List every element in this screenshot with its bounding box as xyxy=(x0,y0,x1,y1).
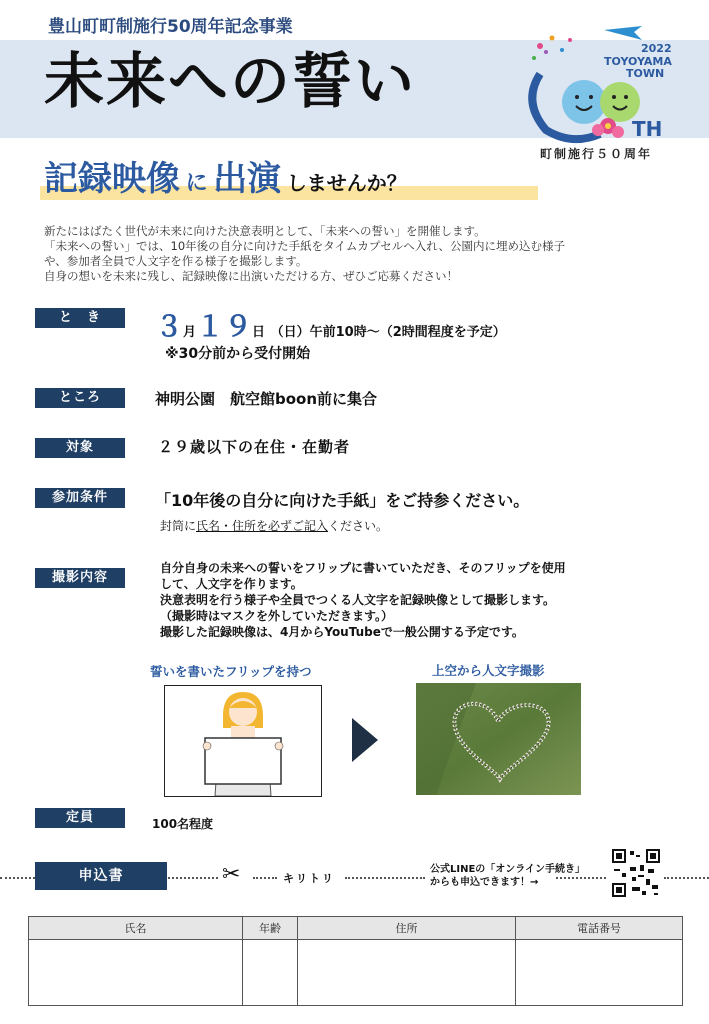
filming-content xyxy=(160,560,670,640)
content-line: して、人文字を作ります。 xyxy=(160,577,303,591)
logo-th: TH xyxy=(632,117,663,141)
event-day-unit: 日 xyxy=(252,325,266,340)
cut-line xyxy=(664,877,709,879)
name-field[interactable] xyxy=(29,940,243,1006)
label-target: 対象 xyxy=(35,438,125,458)
condition-note-underlined: 氏名・住所を必ずご記入 xyxy=(196,519,329,533)
cut-line xyxy=(0,877,35,879)
column-header-name: 氏名 xyxy=(29,917,243,940)
table-header-row xyxy=(29,917,683,940)
condition-text: 「10年後の自分に向けた手紙」をご持参ください。 xyxy=(155,491,530,510)
person-holding-flip-icon xyxy=(165,686,321,796)
online-application-note xyxy=(430,863,585,889)
qr-code-icon[interactable] xyxy=(612,849,660,897)
capacity-value: 100名程度 xyxy=(152,817,214,831)
headline-part1: 記録映像 xyxy=(44,159,180,199)
label-where: ところ xyxy=(35,388,125,408)
column-header-address: 住所 xyxy=(298,917,516,940)
content-line: 決意表明を行う様子や全員でつくる人文字を記録映像として撮影します。 xyxy=(160,593,556,607)
age-field[interactable] xyxy=(243,940,298,1006)
arrow-right-icon xyxy=(352,718,378,762)
headline xyxy=(44,159,407,199)
condition-note-pre: 封筒に xyxy=(160,519,197,533)
phone-field[interactable] xyxy=(516,940,683,1006)
cut-here-label: キリトリ xyxy=(283,872,335,885)
label-condition: 参加条件 xyxy=(35,488,125,508)
address-field[interactable] xyxy=(298,940,516,1006)
event-target: ２９歳以下の在住・在勤者 xyxy=(158,438,351,456)
online-note-line2: からも申込できます！→ xyxy=(430,877,539,888)
event-datetime xyxy=(155,305,506,345)
online-note-line1: 公式LINEの「オンライン手続き」 xyxy=(430,864,585,875)
logo-caption: 町制施行５０周年 xyxy=(540,147,653,161)
page-title: 未来への誓い xyxy=(44,47,416,117)
application-form-table xyxy=(28,916,683,1006)
event-reception-note: ※30分前から受付開始 xyxy=(165,346,311,362)
content-line: 撮影した記録映像は、4月からYouTubeで一般公開する予定です。 xyxy=(160,625,524,639)
table-row xyxy=(29,940,683,1006)
column-header-phone: 電話番号 xyxy=(516,917,683,940)
intro-line: や、参加者全員で人文字を作る様子を撮影します。 xyxy=(44,254,308,268)
label-content: 撮影内容 xyxy=(35,568,125,588)
label-capacity: 定員 xyxy=(35,808,125,828)
aerial-photo xyxy=(416,683,581,795)
scissors-icon: ✂ xyxy=(222,862,241,887)
logo-town-line2: TOWN xyxy=(626,67,665,80)
illustration-caption: 誓いを書いたフリップを持つ xyxy=(150,664,312,679)
intro-line: 新たにはばたく世代が未来に向けた決意表明として、「未来への誓い」を開催します。 xyxy=(44,224,486,238)
condition-note xyxy=(160,517,388,534)
logo-year: 2022 xyxy=(641,42,672,55)
cut-line xyxy=(345,877,425,879)
headline-part3: 出演 xyxy=(213,159,282,199)
event-day: １９ xyxy=(196,310,253,343)
intro-line: 自身の想いを未来に残し、記録映像に出演いただける方、ぜひご応募ください！ xyxy=(44,269,458,283)
label-when: と き xyxy=(35,308,125,328)
cut-line xyxy=(168,877,218,879)
headline-part4: しませんか？ xyxy=(286,171,407,195)
photo-caption: 上空から人文字撮影 xyxy=(432,663,545,678)
content-line: 自分自身の未来への誓いをフリップに書いていただき、そのフリップを使用 xyxy=(160,561,566,575)
content-line: （撮影時はマスクを外していただきます。） xyxy=(160,609,394,623)
logo-town-line1: TOYOYAMA xyxy=(604,55,672,68)
event-place: 神明公園 航空館boon前に集合 xyxy=(155,390,378,408)
cut-line xyxy=(253,877,277,879)
event-month-unit: 月 xyxy=(183,325,197,340)
column-header-age: 年齢 xyxy=(243,917,298,940)
intro-line: 「未来への誓い」では、10年後の自分に向けた手紙をタイムカプセルへ入れ、公園内に埋め込む様子 xyxy=(44,239,565,253)
headline-part2: に xyxy=(185,171,208,196)
condition-note-post: ください。 xyxy=(328,519,389,533)
label-application: 申込書 xyxy=(35,862,167,890)
flip-illustration xyxy=(164,685,322,797)
intro-text xyxy=(44,224,684,284)
event-label: 豊山町町制施行50周年記念事業 xyxy=(48,17,293,37)
event-time: （日）午前10時～（2時間程度を予定） xyxy=(270,325,506,340)
event-month: ３ xyxy=(155,310,184,343)
